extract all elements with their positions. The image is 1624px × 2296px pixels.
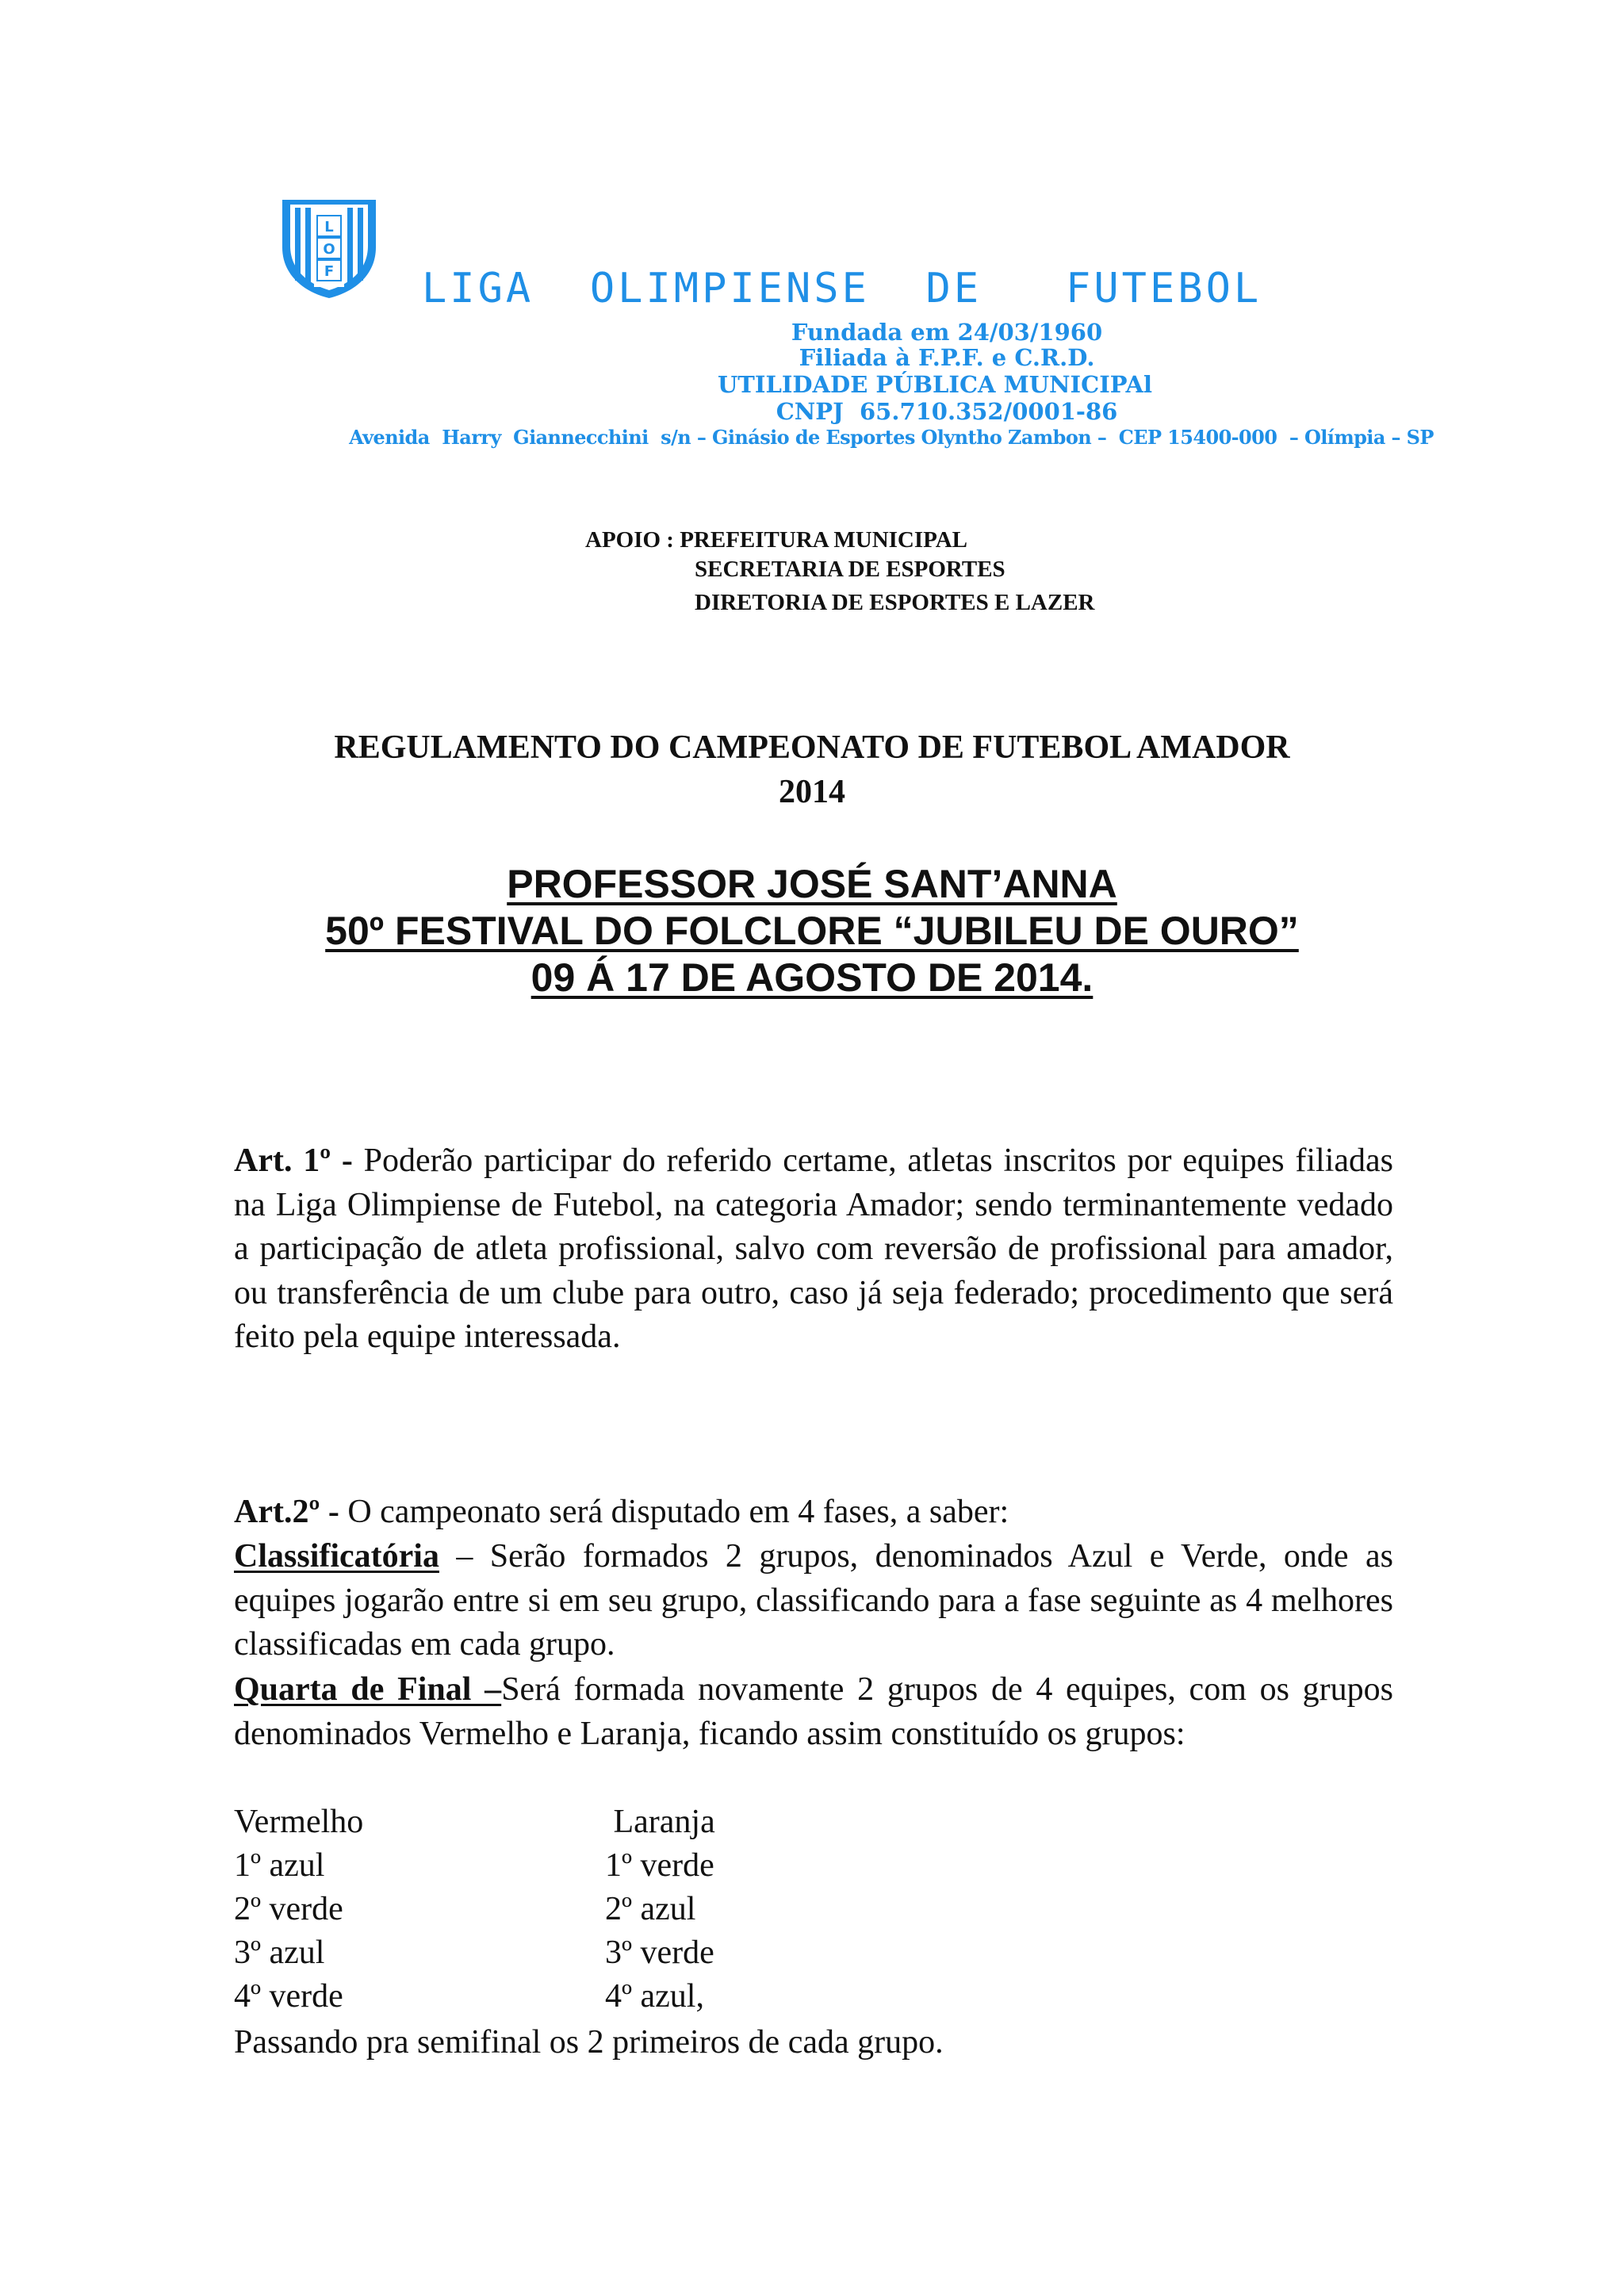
affiliation: Filiada à F.P.F. e C.R.D. [799,344,1095,371]
groups-row [234,1931,715,1975]
groups-row [234,1888,715,1931]
groups-row [234,1975,715,2019]
public-utility: UTILIDADE PÚBLICA MUNICIPAl [718,371,1152,398]
group-cell: 4º azul, [605,1978,704,2015]
group-header-vermelho: Vermelho [234,1804,364,1840]
semifinal-note: Passando pra semifinal os 2 primeiros de cada grupo. [234,2024,944,2061]
article-1 [234,1139,1393,1360]
event-title-line-3: 09 Á 17 DE AGOSTO DE 2014. [530,955,1094,1000]
cnpj: CNPJ 65.710.352/0001-86 [776,398,1118,425]
phase-quarta-label: Quarta de Final – [234,1671,502,1708]
groups-row [234,1844,715,1888]
group-cell: 3º azul [234,1934,325,1971]
phase-classificatoria-text: – Serão formados 2 grupos, denominados Azul e Verde, onde as equipes jogarão entre si em seu grupo, classificando para a fase seguinte as 4 melhores classificadas em cada grupo. [234,1538,1393,1663]
group-cell: 2º verde [234,1891,343,1927]
group-cell: 3º verde [605,1934,714,1971]
article-2-text: O campeonato será disputado em 4 fases, a saber: [347,1494,1009,1530]
regulation-heading: REGULAMENTO DO CAMPEONATO DE FUTEBOL AMADOR [334,729,1290,766]
article-2-intro [234,1490,1393,1535]
article-1-text: Poderão participar do referido certame, atletas inscritos por equipes filiadas na Liga Olimpiense de Futebol, na categoria Amador; sendo terminantemente vedado a participação de atleta profissional, salvo com reversão de profissional para amador, ou transferência de um clube para outro, caso já seja federado; procedimento que será feito pela equipe interessada. [234,1142,1394,1355]
groups-header-row [234,1800,715,1844]
svg-text:O: O [323,241,335,258]
svg-text:F: F [324,263,335,280]
apoio-line-2: SECRETARIA DE ESPORTES [695,557,1005,582]
group-header-laranja: Laranja [605,1804,715,1840]
group-cell: 1º verde [605,1847,714,1884]
group-cell: 2º azul [605,1891,696,1927]
founded-date: Fundada em 24/03/1960 [791,319,1103,346]
article-1-label: Art. 1º - [234,1142,364,1179]
address: Avenida Harry Giannecchini s/n – Ginásio de Esportes Olyntho Zambon – CEP 15400-000 – Olímpia – SP [349,426,1434,449]
phase-quarta-de-final [234,1668,1393,1756]
organization-name: LIGA OLIMPIENSE DE FUTEBOL [422,265,1262,312]
group-cell: 4º verde [234,1978,343,2015]
event-title-line-2: 50º FESTIVAL DO FOLCLORE “JUBILEU DE OURO” [325,909,1299,953]
group-cell: 1º azul [234,1847,325,1884]
league-shield-logo [279,198,379,300]
phase-quarta-text: Será formada novamente 2 grupos de 4 equipes, com os grupos denominados Vermelho e Laranja, ficando assim constituído os grupos: [234,1671,1393,1752]
apoio-line-1: APOIO : PREFEITURA MUNICIPAL [585,527,967,553]
phase-classificatoria [234,1535,1393,1667]
article-2-label: Art.2º - [234,1494,348,1530]
phase-classificatoria-label: Classificatória [234,1538,439,1575]
groups-table [234,1800,715,2019]
apoio-line-3: DIRETORIA DE ESPORTES E LAZER [695,590,1095,615]
svg-text:L: L [324,219,334,235]
regulation-year: 2014 [779,774,845,810]
event-title-line-1: PROFESSOR JOSÉ SANT’ANNA [507,862,1117,906]
